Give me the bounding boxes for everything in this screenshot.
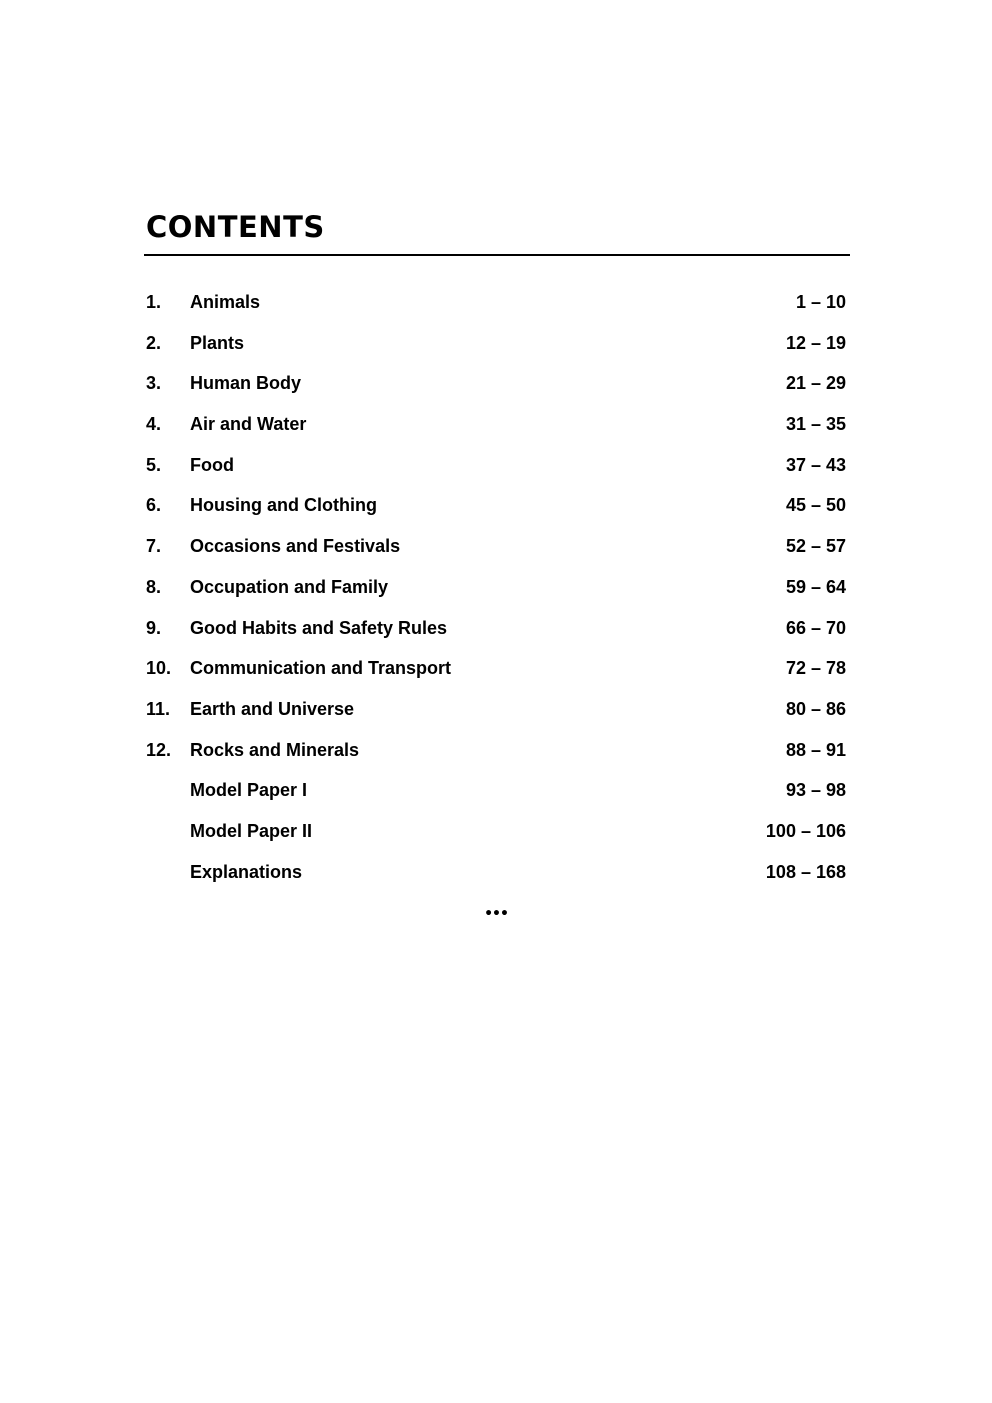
toc-entry-pages: 1 – 10 [795, 292, 846, 312]
toc-entry-title: Rocks and Minerals [190, 739, 360, 760]
toc-entry-pages: 66 – 70 [785, 617, 846, 638]
end-ornament: ••• [484, 906, 508, 922]
toc-entry-title: Housing and Clothing [190, 495, 377, 516]
toc-entry-title: Human Body [190, 373, 302, 394]
toc-entry-title: Occasions and Festivals [190, 536, 401, 557]
table-of-contents [146, 283, 848, 893]
toc-entry[interactable] [146, 853, 848, 894]
toc-entry-title: Model Paper II [190, 820, 313, 841]
page-title: CONTENTS [146, 210, 325, 244]
toc-entry[interactable] [146, 812, 848, 853]
toc-entry-pages: 45 – 50 [785, 495, 846, 516]
toc-entry-pages: 37 – 43 [785, 454, 846, 475]
toc-entry-pages: 21 – 29 [785, 373, 846, 394]
toc-entry[interactable] [146, 405, 848, 446]
toc-entry-pages: 72 – 78 [785, 658, 846, 679]
toc-entry-pages: 93 – 98 [785, 780, 846, 801]
toc-entry[interactable] [146, 283, 848, 324]
toc-entry[interactable] [146, 771, 848, 812]
toc-entry-number: 8. [146, 576, 162, 597]
toc-entry[interactable] [146, 731, 848, 772]
toc-entry[interactable] [146, 446, 848, 487]
title-divider [144, 254, 850, 256]
toc-entry[interactable] [146, 649, 848, 690]
toc-entry-number: 11. [146, 698, 171, 719]
toc-entry-number: 1. [146, 292, 162, 312]
toc-entry[interactable] [146, 527, 848, 568]
toc-entry-title: Earth and Universe [190, 698, 355, 719]
toc-entry-pages: 108 – 168 [765, 861, 846, 882]
toc-entry-title: Model Paper I [190, 780, 308, 801]
toc-entry-number: 9. [146, 617, 162, 638]
toc-entry-number: 6. [146, 495, 162, 516]
toc-entry[interactable] [146, 609, 848, 650]
toc-entry[interactable] [146, 568, 848, 609]
toc-entry-title: Good Habits and Safety Rules [190, 617, 448, 638]
toc-entry-title: Occupation and Family [190, 576, 389, 597]
toc-entry-title: Explanations [190, 861, 303, 882]
toc-entry-pages: 80 – 86 [785, 698, 846, 719]
toc-entry-pages: 100 – 106 [765, 820, 846, 841]
toc-entry-number: 2. [146, 332, 162, 353]
toc-entry-number: 4. [146, 414, 162, 435]
toc-entry-pages: 59 – 64 [785, 576, 846, 597]
toc-entry-number: 7. [146, 536, 162, 557]
toc-entry[interactable] [146, 486, 848, 527]
toc-entry-title: Communication and Transport [190, 658, 452, 679]
toc-entry-pages: 52 – 57 [785, 536, 846, 557]
toc-entry-pages: 12 – 19 [785, 332, 846, 353]
toc-entry-title: Food [190, 454, 234, 475]
toc-entry-number: 5. [146, 454, 162, 475]
toc-entry-number: 3. [146, 373, 162, 394]
toc-entry-number: 10. [146, 658, 172, 679]
toc-entry-title: Air and Water [190, 414, 307, 435]
toc-entry[interactable] [146, 690, 848, 731]
toc-entry-pages: 31 – 35 [785, 414, 846, 435]
toc-entry-title: Plants [190, 332, 245, 353]
toc-entry-pages: 88 – 91 [785, 739, 846, 760]
toc-entry[interactable] [146, 364, 848, 405]
toc-entry-number: 12. [146, 739, 172, 760]
toc-entry[interactable] [146, 324, 848, 365]
toc-entry-title: Animals [190, 292, 261, 312]
